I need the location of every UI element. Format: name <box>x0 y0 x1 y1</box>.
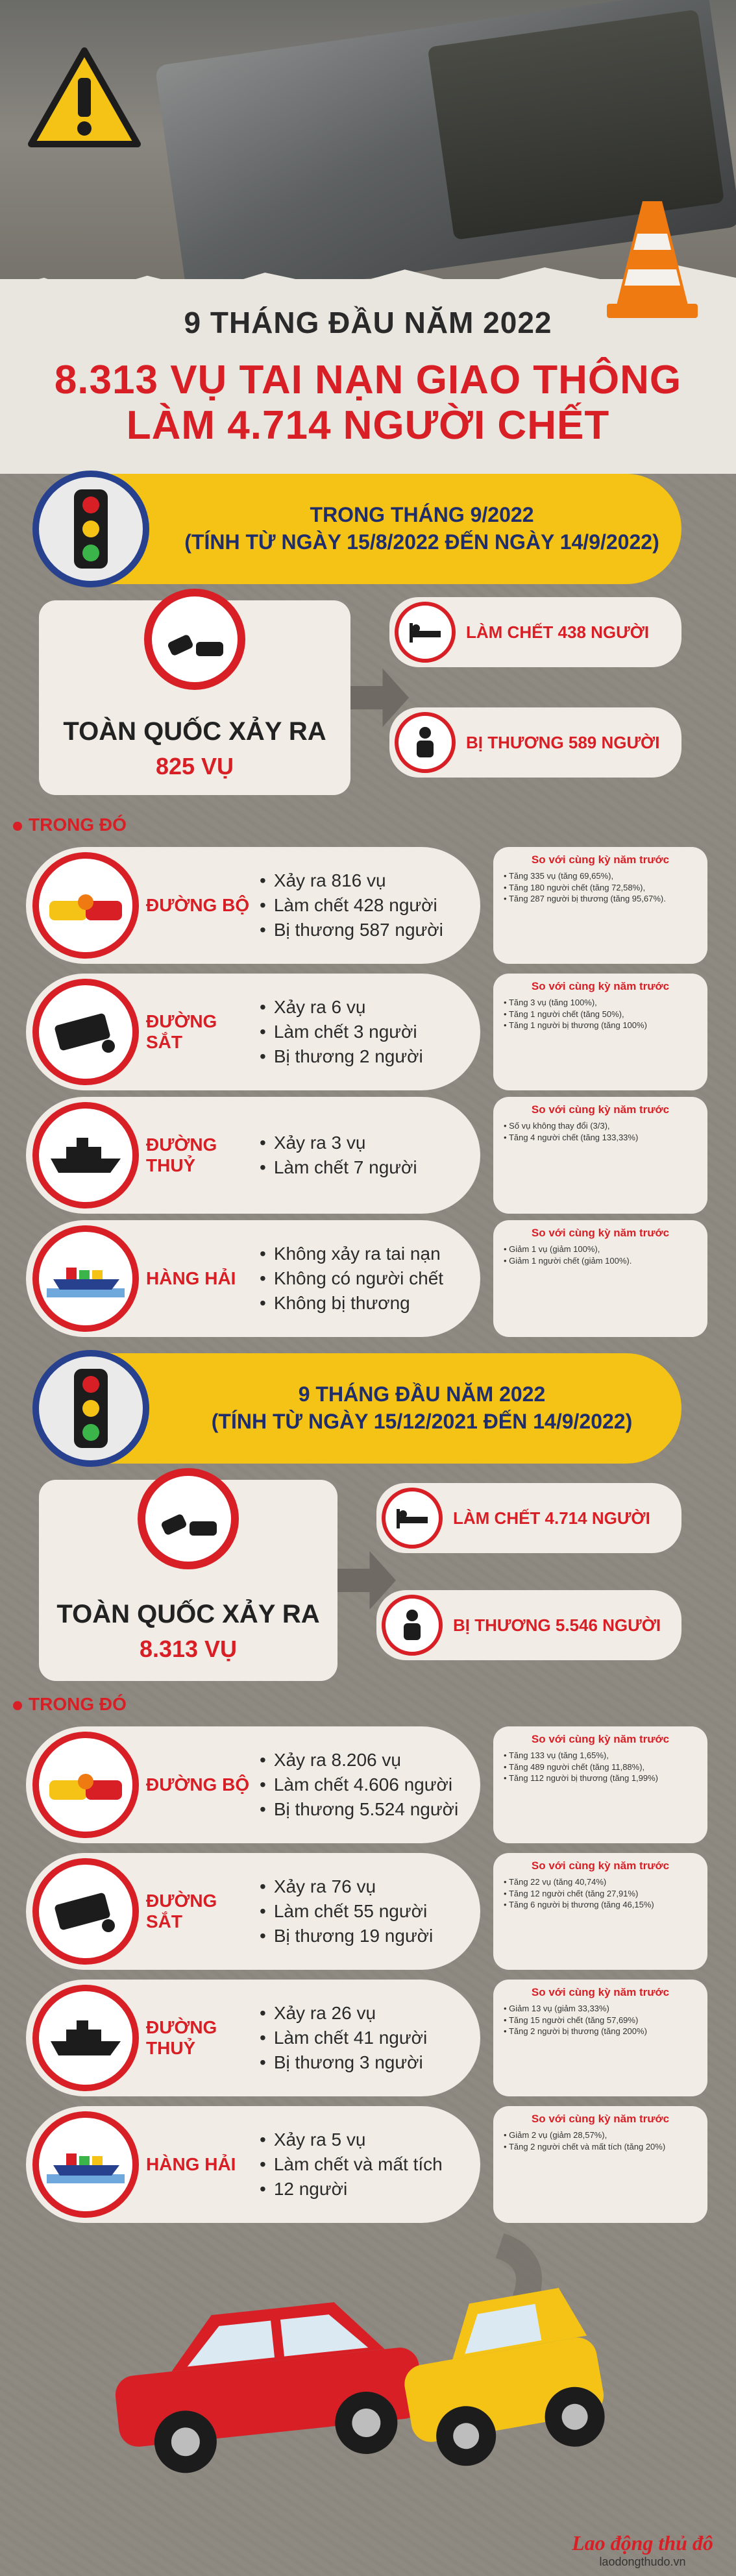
comparison-item: • Tăng 2 người bị thương (tăng 200%) <box>504 2026 697 2037</box>
traffic-light-badge <box>32 471 149 587</box>
row-item: • Bị thương 19 người <box>260 1924 480 1948</box>
brand-logo[interactable] <box>565 2531 720 2569</box>
comparison-item: • Giảm 1 người chết (giảm 100%). <box>504 1255 697 1267</box>
road-crash-icon <box>32 1732 139 1838</box>
row-title: ĐƯỜNG THUỶ <box>146 1135 217 1175</box>
row-item: • Làm chết 41 người <box>260 2026 480 2050</box>
banner-2-line1: 9 THÁNG ĐẦU NĂM 2022 <box>298 1382 546 1406</box>
row-water-2 <box>26 1980 714 2096</box>
comparison-item: • Tăng 1 người bị thương (tăng 100%) <box>504 1020 697 1031</box>
row-road-1 <box>26 847 714 964</box>
row-item: • Bị thương 587 người <box>260 918 480 942</box>
trongdo-1: TRONG ĐÓ <box>13 815 127 835</box>
comparison-card <box>493 1853 707 1970</box>
comparison-heading: So với cùng kỳ năm trước <box>531 1103 670 1116</box>
crash-sign-icon <box>136 1467 240 1571</box>
title-line2: 8.313 VỤ TAI NẠN GIAO THÔNG <box>54 358 682 402</box>
comparison-heading: So với cùng kỳ năm trước <box>531 980 670 992</box>
ship-icon <box>32 1102 139 1208</box>
total-label-1: TOÀN QUỐC XẢY RA <box>63 717 326 746</box>
ship-icon <box>32 1985 139 2091</box>
row-item: • Làm chết 3 người <box>260 1020 480 1044</box>
total-number-1: 825 VỤ <box>155 753 234 779</box>
injured-count-1: BỊ THƯƠNG 589 NGƯỜI <box>466 732 660 752</box>
row-title: ĐƯỜNG THUỶ <box>146 2017 217 2058</box>
title-line3: LÀM 4.714 NGƯỜI CHẾT <box>126 403 610 448</box>
row-item: • Xảy ra 8.206 vụ <box>260 1748 480 1773</box>
row-item: • Bị thương 3 người <box>260 2050 480 2075</box>
row-item: • Xảy ra 5 vụ <box>260 2128 480 2152</box>
period-banner-1 <box>39 474 681 584</box>
rail-crash-icon <box>32 1858 139 1965</box>
comparison-item: • Tăng 287 người bị thương (tăng 95,67%). <box>504 893 697 905</box>
title-line1: 9 THÁNG ĐẦU NĂM 2022 <box>184 306 552 339</box>
comparison-item: • Tăng 6 người bị thương (tăng 46,15%) <box>504 1899 697 1911</box>
comparison-item: • Tăng 22 vụ (tăng 40,74%) <box>504 1876 697 1888</box>
comparison-item: • Giảm 1 vụ (giảm 100%), <box>504 1244 697 1255</box>
bed-icon <box>382 1488 443 1549</box>
logo-url: laodongthudo.vn <box>599 2555 686 2568</box>
total-card-2 <box>39 1480 337 1681</box>
row-item: • Không bị thương <box>260 1291 480 1316</box>
row-item: • 12 người <box>260 2177 480 2202</box>
comparison-item: • Tăng 335 vụ (tăng 69,65%), <box>504 870 697 882</box>
row-title: ĐƯỜNG BỘ <box>146 1774 250 1795</box>
comparison-card <box>493 974 707 1090</box>
comparison-card <box>493 2106 707 2223</box>
cargo-ship-icon <box>32 2111 139 2218</box>
comparison-heading: So với cùng kỳ năm trước <box>531 853 670 866</box>
row-title: ĐƯỜNG SẮT <box>146 1011 217 1052</box>
comparison-card <box>493 847 707 964</box>
injured-count-2: BỊ THƯƠNG 5.546 NGƯỜI <box>453 1615 661 1635</box>
comparison-item: • Tăng 2 người chết và mất tích (tăng 20%) <box>504 2141 697 2153</box>
injured-person-icon <box>382 1595 443 1656</box>
row-water-1 <box>26 1097 714 1214</box>
row-item: • Làm chết 55 người <box>260 1899 480 1924</box>
row-maritime-1 <box>26 1220 714 1337</box>
row-road-2 <box>26 1726 714 1843</box>
comparison-card <box>493 1097 707 1214</box>
row-item: • Làm chết 428 người <box>260 893 480 918</box>
comparison-heading: So với cùng kỳ năm trước <box>531 1733 670 1745</box>
bed-icon <box>395 602 456 663</box>
row-rail-2 <box>26 1853 714 1970</box>
road-crash-icon <box>32 852 139 959</box>
comparison-item: • Tăng 12 người chết (tăng 27,91%) <box>504 1888 697 1900</box>
comparison-item: • Tăng 180 người chết (tăng 72,58%), <box>504 882 697 894</box>
row-item: • Xảy ra 816 vụ <box>260 868 480 893</box>
banner-2-line2: (TÍNH TỪ NGÀY 15/12/2021 ĐẾN 14/9/2022) <box>211 1410 633 1433</box>
comparison-heading: So với cùng kỳ năm trước <box>531 1227 670 1239</box>
row-item: • Xảy ra 6 vụ <box>260 995 480 1020</box>
rail-crash-icon <box>32 979 139 1085</box>
row-title: ĐƯỜNG SẮT <box>146 1891 217 1932</box>
traffic-light-icon <box>65 1366 117 1451</box>
crash-sign-icon <box>143 587 247 691</box>
row-item: • Bị thương 5.524 người <box>260 1797 480 1822</box>
dead-count-2: LÀM CHẾT 4.714 NGƯỜI <box>453 1508 650 1528</box>
injured-person-icon <box>395 712 456 773</box>
row-item: • Xảy ra 26 vụ <box>260 2001 480 2026</box>
comparison-item: • Giảm 13 vụ (giảm 33,33%) <box>504 2003 697 2015</box>
total-card-1 <box>39 600 350 795</box>
row-title: HÀNG HẢI <box>146 1268 236 1288</box>
cargo-ship-icon <box>32 1225 139 1332</box>
comparison-card <box>493 1980 707 2096</box>
banner-1-line1: TRONG THÁNG 9/2022 <box>310 503 534 527</box>
injured-pill-2 <box>376 1590 681 1660</box>
comparison-heading: So với cùng kỳ năm trước <box>531 2113 670 2125</box>
comparison-card <box>493 1220 707 1337</box>
trongdo-2: TRONG ĐÓ <box>13 1694 127 1715</box>
total-number-2: 8.313 VỤ <box>139 1636 238 1662</box>
dead-pill-1 <box>389 597 681 667</box>
comparison-heading: So với cùng kỳ năm trước <box>531 1859 670 1872</box>
row-item: • Làm chết 7 người <box>260 1155 480 1180</box>
row-rail-1 <box>26 974 714 1090</box>
injured-pill-1 <box>389 707 681 778</box>
comparison-item: • Tăng 112 người bị thương (tăng 1,99%) <box>504 1773 697 1784</box>
warning-icon <box>26 45 143 149</box>
period-banner-2 <box>39 1353 681 1464</box>
row-item: • Làm chết 4.606 người <box>260 1773 480 1797</box>
comparison-item: • Tăng 3 vụ (tăng 100%), <box>504 997 697 1009</box>
row-title: ĐƯỜNG BỘ <box>146 895 250 915</box>
traffic-light-badge <box>32 1350 149 1467</box>
logo-text: Lao động thủ đô <box>572 2531 713 2555</box>
banner-1-line2: (TÍNH TỪ NGÀY 15/8/2022 ĐẾN NGÀY 14/9/2022) <box>184 530 659 554</box>
row-item: • Xảy ra 3 vụ <box>260 1131 480 1155</box>
comparison-item: • Số vụ không thay đổi (3/3), <box>504 1120 697 1132</box>
traffic-light-icon <box>65 487 117 571</box>
row-item: • Làm chết và mất tích <box>260 2152 480 2177</box>
row-item: • Xảy ra 76 vụ <box>260 1874 480 1899</box>
comparison-item: • Tăng 4 người chết (tăng 133,33%) <box>504 1132 697 1144</box>
dead-pill-2 <box>376 1483 681 1553</box>
comparison-item: • Tăng 1 người chết (tăng 50%), <box>504 1009 697 1020</box>
comparison-item: • Giảm 2 vụ (giảm 28,57%), <box>504 2129 697 2141</box>
row-item: • Không có người chết <box>260 1266 480 1291</box>
row-item: • Không xảy ra tai nạn <box>260 1242 480 1266</box>
comparison-card <box>493 1726 707 1843</box>
comparison-item: • Tăng 15 người chết (tăng 57,69%) <box>504 2015 697 2026</box>
dead-count-1: LÀM CHẾT 438 NGƯỜI <box>466 622 650 642</box>
comparison-item: • Tăng 489 người chết (tăng 11,88%), <box>504 1761 697 1773</box>
comparison-item: • Tăng 133 vụ (tăng 1,65%), <box>504 1750 697 1761</box>
total-label-2: TOÀN QUỐC XẢY RA <box>56 1600 320 1628</box>
comparison-heading: So với cùng kỳ năm trước <box>531 1986 670 1998</box>
row-maritime-2 <box>26 2106 714 2223</box>
row-title: HÀNG HẢI <box>146 2154 236 2174</box>
row-item: • Bị thương 2 người <box>260 1044 480 1069</box>
car-crash-illustration <box>97 2220 643 2505</box>
